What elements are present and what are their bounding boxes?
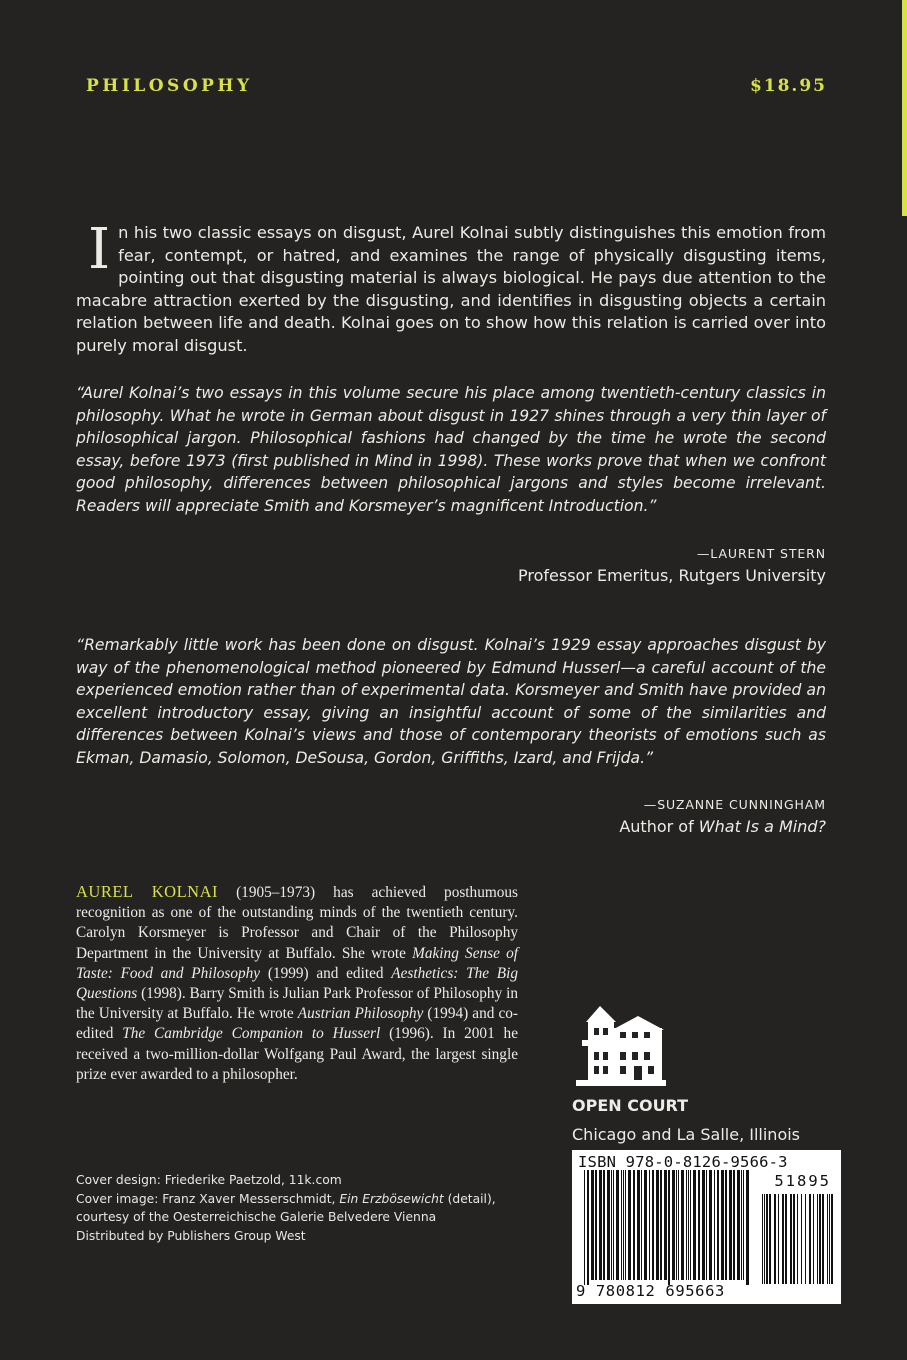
price-code: 51895 <box>774 1172 831 1190</box>
spine-accent-mark <box>902 0 907 216</box>
intro-text: n his two classic essays on disgust, Aurel Kolnai subtly distinguishes this emotion from fear, contempt, or hatred, and examines the range of physically disgusting items, pointing out that disgusting material is always biological. He pays due attention to the macabre attraction exerted by the disgusting, and identifies in disgusting objects a certain relation between life and death. Kolnai goes on to show how this relation is carried over into purely moral disgust. <box>76 223 826 355</box>
barcode-bar <box>637 1170 640 1280</box>
barcode-bar <box>801 1194 802 1284</box>
credit-courtesy: courtesy of the Oesterreichische Galerie Belvedere Vienna <box>76 1210 437 1224</box>
barcode-bar <box>681 1170 684 1280</box>
book-title: The Cambridge Companion to Husserl <box>122 1025 381 1043</box>
barcode-bar <box>693 1170 696 1280</box>
barcode-bar <box>584 1170 585 1285</box>
barcode-bar <box>664 1170 667 1280</box>
price-label: $18.95 <box>749 76 827 96</box>
barcode-bar <box>819 1194 821 1284</box>
barcode-bar <box>717 1170 719 1280</box>
barcode-bar <box>774 1194 776 1284</box>
barcode-bar <box>822 1194 824 1284</box>
author-name: AUREL KOLNAI <box>76 882 218 901</box>
barcode-bar <box>603 1170 605 1280</box>
isbn-barcode <box>572 1150 841 1304</box>
barcode-bar <box>827 1194 828 1284</box>
blurb-author-title-1: Professor Emeritus, Rutgers University <box>518 566 826 585</box>
barcode-bar <box>769 1194 771 1284</box>
book-title: Aesthetics: The Big Questions <box>76 964 519 1003</box>
barcode-bar <box>741 1170 742 1280</box>
barcode-bar <box>829 1194 830 1284</box>
barcode-bar <box>764 1194 765 1284</box>
barcode-bar <box>721 1170 724 1280</box>
blurb-quote-1: “Aurel Kolnai’s two essays in this volume secure his place among twentieth-century classics in philosophy. What he wrote in German about disgust in 1927 shines through a very thin layer of philosophical jargon. Philosophical fashions had changed by the time he wrote the second essay, before 1973 (first published in Mind in 1998). These works prove that when we confront good philosophy, differences between philosophical jargons and styles become irrelevant. Readers will appreciate Smith and Korsmeyer’s magnificent Introduction.” <box>76 384 826 515</box>
barcode-bar <box>607 1170 610 1280</box>
barcode-bar <box>621 1170 622 1280</box>
barcode-bar <box>762 1194 763 1284</box>
author-bio: AUREL KOLNAI (1905–1973) has achieved posthumous recognition as one of the outstanding minds of the twentieth century. Carolyn Korsmeyer is Professor and Chair of the Philosophy Department in the University at Buffalo. She wrote Making Sense of Taste: Food and Philosophy (1999) and edited Aesthetics: The Big Questions (1998). Barry Smith is Julian Park Professor of Philosophy in the University at Buffalo. He wrote Austrian Philosophy (1994) and co-edited The Cambridge Companion to Husserl (1996). In 2001 he received a two-million-dollar Wolfgang Paul Award, the largest single prize ever awarded to a philosopher. <box>76 882 519 1083</box>
barcode-bar <box>599 1170 602 1280</box>
barcode-bar <box>831 1194 833 1284</box>
category-label: PHILOSOPHY <box>86 76 253 96</box>
blurb-author-2: —SUZANNE CUNNINGHAM <box>643 797 826 812</box>
publisher-place: Chicago and La Salle, Illinois <box>572 1125 801 1144</box>
barcode-bar <box>797 1194 798 1284</box>
blurb-author-title-2: Author of What Is a Mind? <box>619 817 826 836</box>
barcode-bar <box>676 1170 677 1280</box>
barcode-bar <box>668 1170 670 1285</box>
barcode-bar <box>706 1170 707 1280</box>
credit-design: Cover design: Friederike Paetzold, 11k.com <box>76 1173 342 1187</box>
barcode-bar <box>587 1170 589 1285</box>
book-title: What Is a Mind? <box>698 817 826 836</box>
barcode-bar <box>790 1194 792 1284</box>
barcode-bar <box>809 1194 811 1284</box>
barcode-bar <box>611 1170 612 1280</box>
isbn-number: ISBN 978-0-8126-9566-3 <box>578 1153 788 1171</box>
barcode-bar <box>625 1170 626 1280</box>
barcode-bar <box>672 1170 675 1280</box>
barcode-bar <box>591 1170 594 1280</box>
barcode-bar <box>633 1170 635 1280</box>
barcode-bar <box>785 1194 787 1284</box>
barcode-bar <box>595 1170 597 1280</box>
barcode-bar <box>690 1170 691 1280</box>
barcode-bar <box>698 1170 700 1280</box>
barcode-bar <box>644 1170 647 1280</box>
drop-cap: I <box>88 217 111 282</box>
barcode-bar <box>729 1170 732 1280</box>
ean-number: 9 780812 695663 <box>576 1282 725 1300</box>
barcode-bar <box>737 1170 740 1280</box>
barcode-bar <box>616 1170 619 1280</box>
publisher-name: OPEN COURT <box>572 1096 689 1115</box>
barcode-bar <box>746 1170 749 1285</box>
barcode-bar <box>702 1170 705 1280</box>
barcode-bar <box>813 1194 814 1284</box>
barcode-bar <box>660 1170 662 1280</box>
blurb-author-1: —LAURENT STERN <box>696 546 826 561</box>
barcode-bar <box>641 1170 642 1280</box>
barcode-bar <box>793 1194 795 1284</box>
barcode-bar <box>778 1194 779 1284</box>
book-title: Making Sense of Taste: Food and Philosophy <box>76 944 518 982</box>
barcode-bar <box>652 1170 654 1280</box>
barcode-bar <box>817 1194 818 1284</box>
barcode-bar <box>678 1170 679 1280</box>
blurb-quote-2: “Remarkably little work has been done on disgust. Kolnai’s 1929 essay approaches disgust by way of the phenomenological method pioneered by Edmund Husserl—a careful account of the experienced emotion rather than of experimental data. Korsmeyer and Smith have provided an excellent introductory essay, giving an insightful account of some of the similarities and differences between Kolnai’s views and those of contemporary theorists of emotions such as Ekman, Damasio, Solomon, DeSousa, Gordon, Griffiths, Izard, and Frijda.” <box>76 636 826 767</box>
barcode-bar <box>613 1170 614 1280</box>
credit-distributor: Distributed by Publishers Group West <box>76 1228 306 1243</box>
barcode-bar <box>686 1170 687 1280</box>
barcode-bar <box>725 1170 727 1280</box>
book-title: Austrian Philosophy <box>297 1005 424 1023</box>
barcode-bar <box>714 1170 715 1280</box>
barcode-bar <box>656 1170 659 1280</box>
barcode-bar <box>688 1170 689 1280</box>
barcode-bar <box>733 1170 735 1280</box>
barcode-bar <box>623 1170 624 1280</box>
barcode-bar <box>805 1194 806 1284</box>
barcode-bar <box>782 1194 784 1284</box>
credit-image: Cover image: Franz Xaver Messerschmidt, Ein Erzbösewicht (detail), <box>76 1191 496 1206</box>
cover-credits <box>76 1171 496 1245</box>
barcode-bar <box>628 1170 631 1280</box>
barcode-bar <box>709 1170 712 1280</box>
barcode-bar <box>743 1170 744 1280</box>
barcode-bar <box>649 1170 650 1280</box>
intro-paragraph <box>76 217 826 358</box>
barcode-bar <box>766 1194 768 1284</box>
castle-house-icon <box>572 1000 668 1088</box>
